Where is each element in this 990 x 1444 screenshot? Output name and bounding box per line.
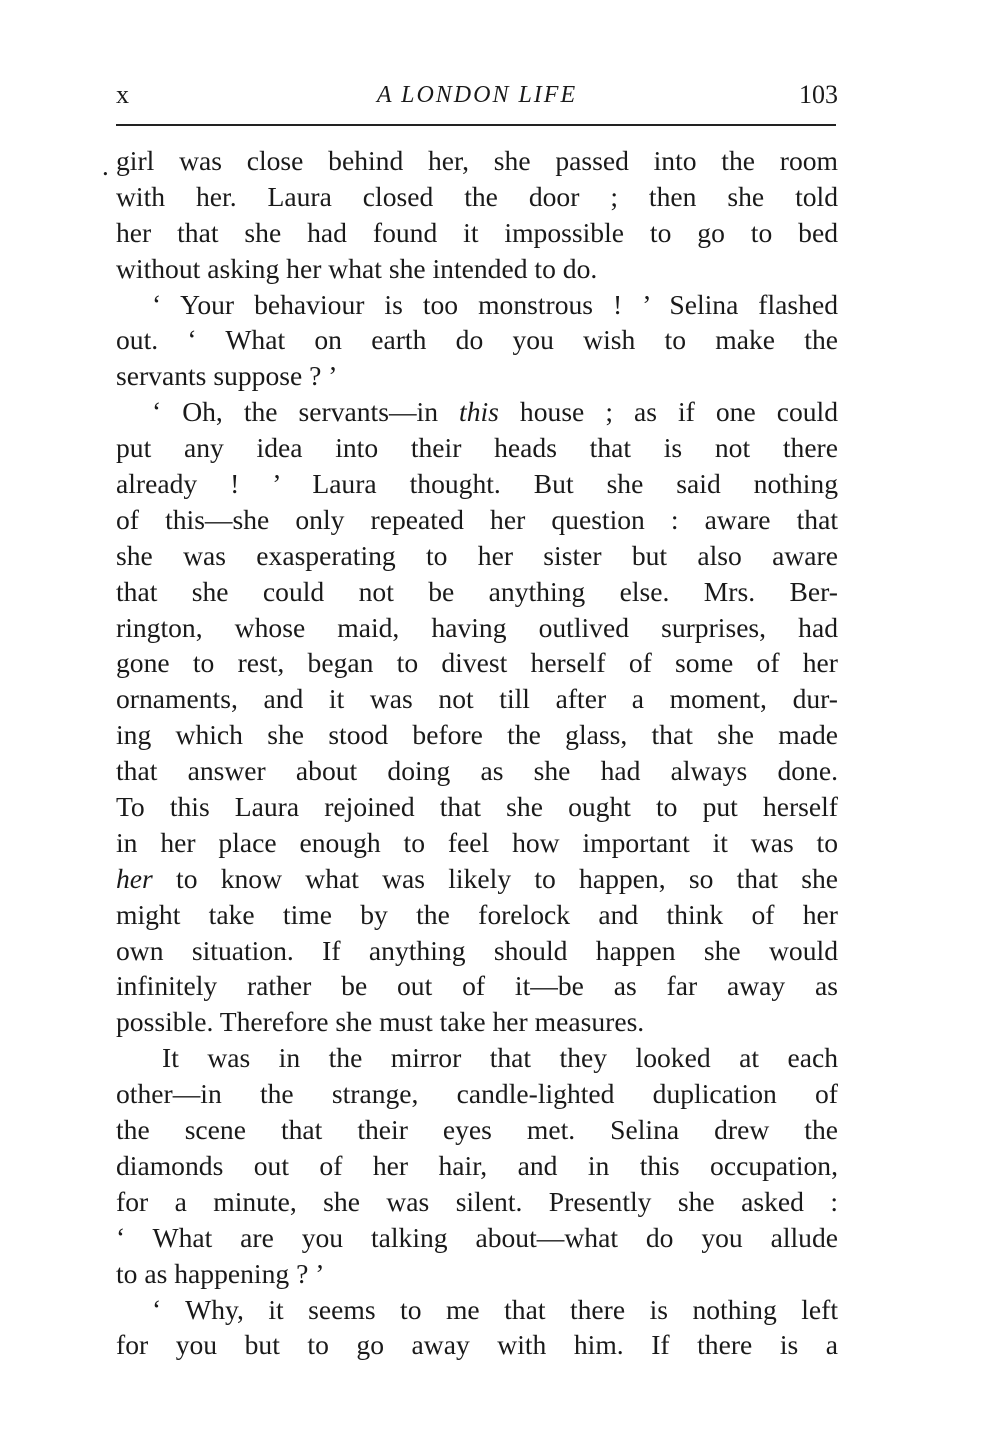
text-line: ornaments, and it was not till after a moment, dur- (116, 683, 838, 715)
text-line: already ! ’ Laura thought. But she said nothing (116, 468, 838, 500)
text-line: for you but to go away with him. If there is a (116, 1329, 838, 1361)
text-line: girl was close behind her, she passed into the room (116, 145, 838, 176)
text-line: own situation. If anything should happen she would (116, 934, 838, 966)
text-line: possible. Therefore she must take her measures. (116, 1006, 645, 1038)
header-rule (116, 124, 836, 126)
emphasis: this (459, 396, 499, 428)
text-line: without asking her what she intended to do. (116, 252, 598, 284)
text-line: she was exasperating to her sister but also aware (116, 539, 838, 571)
text-line: that she could not be anything else. Mrs. Ber- (116, 575, 838, 607)
text-line: ‘ What are you talking about—what do you allude (116, 1221, 838, 1253)
text-line: ‘ Oh, the servants—in this house ; as if one could (152, 396, 838, 428)
text-line: It was in the mirror that they looked at each (162, 1042, 838, 1074)
text-line: ‘ Why, it seems to me that there is nothing left (152, 1293, 838, 1325)
text-line: that answer about doing as she had always done. (116, 755, 838, 787)
text-line: of this—she only repeated her question : aware that (116, 503, 838, 535)
text-line: in her place enough to feel how important it was to (116, 826, 838, 858)
text-line: her to know what was likely to happen, so that she (116, 862, 838, 894)
text-line: To this Laura rejoined that she ought to put herself (116, 791, 838, 823)
chapter-numeral: x (116, 80, 130, 109)
text-line: might take time by the forelock and think of her (116, 898, 838, 930)
text-line: for a minute, she was silent. Presently she asked : (116, 1185, 838, 1217)
text-line: rington, whose maid, having outlived surprises, had (116, 611, 838, 643)
text-line: her that she had found it impossible to go to bed (116, 216, 838, 248)
running-head (116, 78, 838, 112)
page-number: 103 (799, 80, 838, 109)
body-text (116, 143, 838, 1363)
text-line: servants suppose ? ’ (116, 360, 338, 392)
stray-mark: . (102, 151, 109, 181)
text-line: diamonds out of her hair, and in this occupation, (116, 1149, 838, 1181)
text-line: infinitely rather be out of it—be as far away as (116, 970, 838, 1002)
text-line: out. ‘ What on earth do you wish to make the (116, 324, 838, 356)
text-line: with her. Laura closed the door ; then she told (116, 180, 838, 212)
text-line: other—in the strange, candle-lighted duplication of (116, 1078, 838, 1110)
text-line: put any idea into their heads that is not there (116, 432, 838, 464)
text-line: gone to rest, began to divest herself of some of her (116, 647, 838, 679)
emphasis: her (116, 862, 153, 894)
text-line: the scene that their eyes met. Selina drew the (116, 1114, 838, 1146)
text-line: ‘ Your behaviour is too monstrous ! ’ Selina flashed (152, 288, 838, 320)
text-line: to as happening ? ’ (116, 1257, 325, 1289)
book-title: A LONDON LIFE (376, 82, 578, 108)
text-line: ing which she stood before the glass, that she made (116, 719, 838, 751)
